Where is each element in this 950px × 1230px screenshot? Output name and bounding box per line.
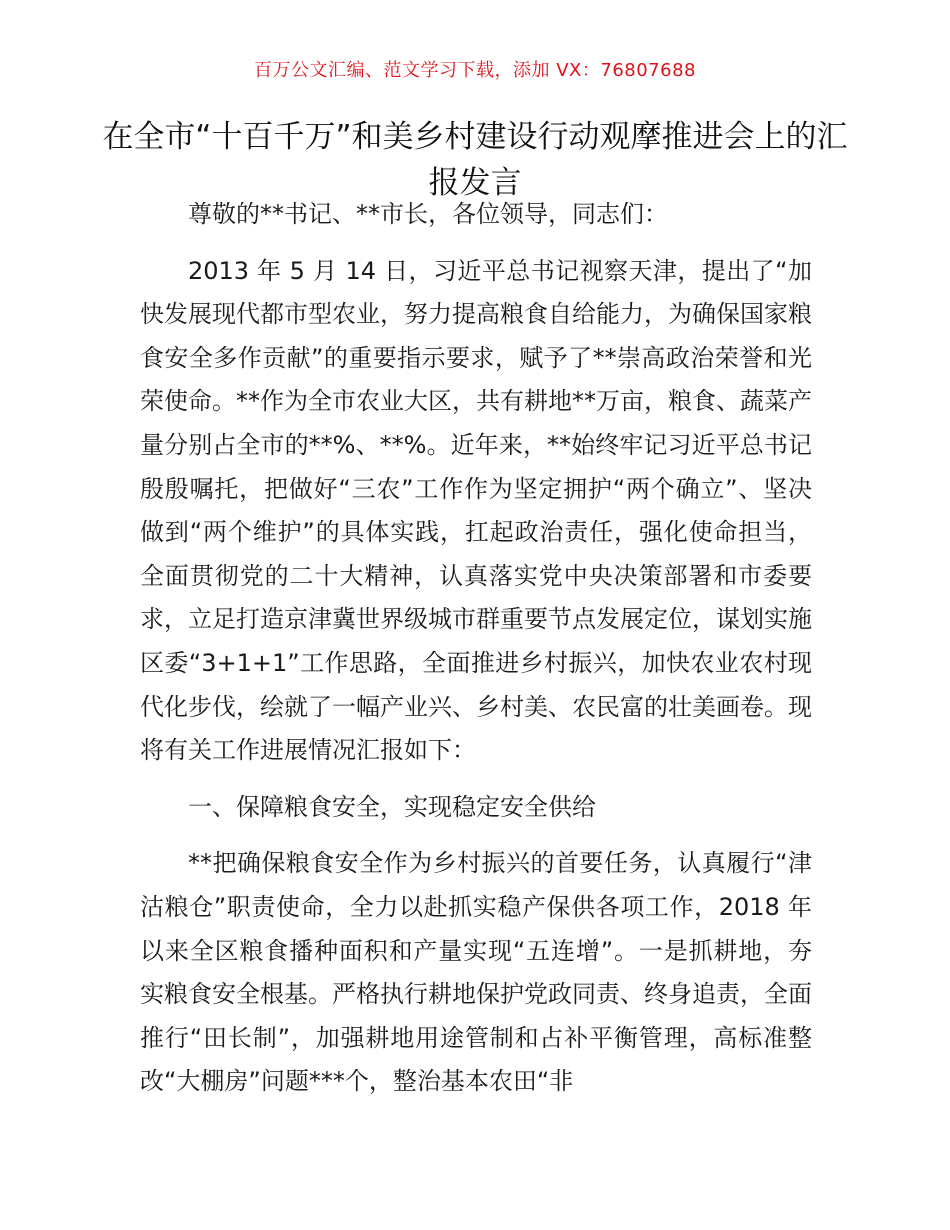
download-banner: 百万公文汇编、范文学习下载，添加 VX：76807688 (254, 60, 696, 81)
page-title: 在全市“十百千万”和美乡村建设行动观摩推进会上的汇报发言 (102, 119, 848, 201)
document-body (140, 193, 812, 1104)
paragraph-intro: 2013 年 5 月 14 日，习近平总书记视察天津，提出了“加快发展现代都市型农业，努力提高粮食自给能力，为确保国家粮食安全多作贡献”的重要指示要求，赋予了**崇高政治荣誉和光荣使命。**作为全市农业大区，共有耕地**万亩，粮食、蔬菜产量分别占全市的**%、**%。近年来，**始终牢记习近平总书记殷殷嘱托，把做好“三农”工作作为坚定拥护“两个确立”、坚决做到“两个维护”的具体实践，扛起政治责任，强化使命担当，全面贯彻党的二十大精神，认真落实党中央决策部署和市委要求，立足打造京津冀世界级城市群重要节点发展定位，谋划实施区委“3+1+1”工作思路，全面推进乡村振兴，加快农业农村现代化步伐，绘就了一幅产业兴、乡村美、农民富的壮美画卷。现将有关工作进展情况汇报如下： (140, 256, 812, 765)
salutation: 尊敬的**书记、**市长，各位领导，同志们： (188, 200, 668, 228)
section-heading-1: 一、保障粮食安全，实现稳定安全供给 (188, 792, 596, 821)
paragraph-section-1: **把确保粮食安全作为乡村振兴的首要任务，认真履行“津沽粮仓”职责使命，全力以赴抓实稳产保供各项工作，2018 年以来全区粮食播种面积和产量实现“五连增”。一是抓耕地，夯实粮食安全根基。严格执行耕地保护党政同责、终身追责，全面推行“田长制”，加强耕地用途管制和占补平衡管理，高标准整改“大棚房”问题***个，整治基本农田“非 (140, 849, 812, 1096)
